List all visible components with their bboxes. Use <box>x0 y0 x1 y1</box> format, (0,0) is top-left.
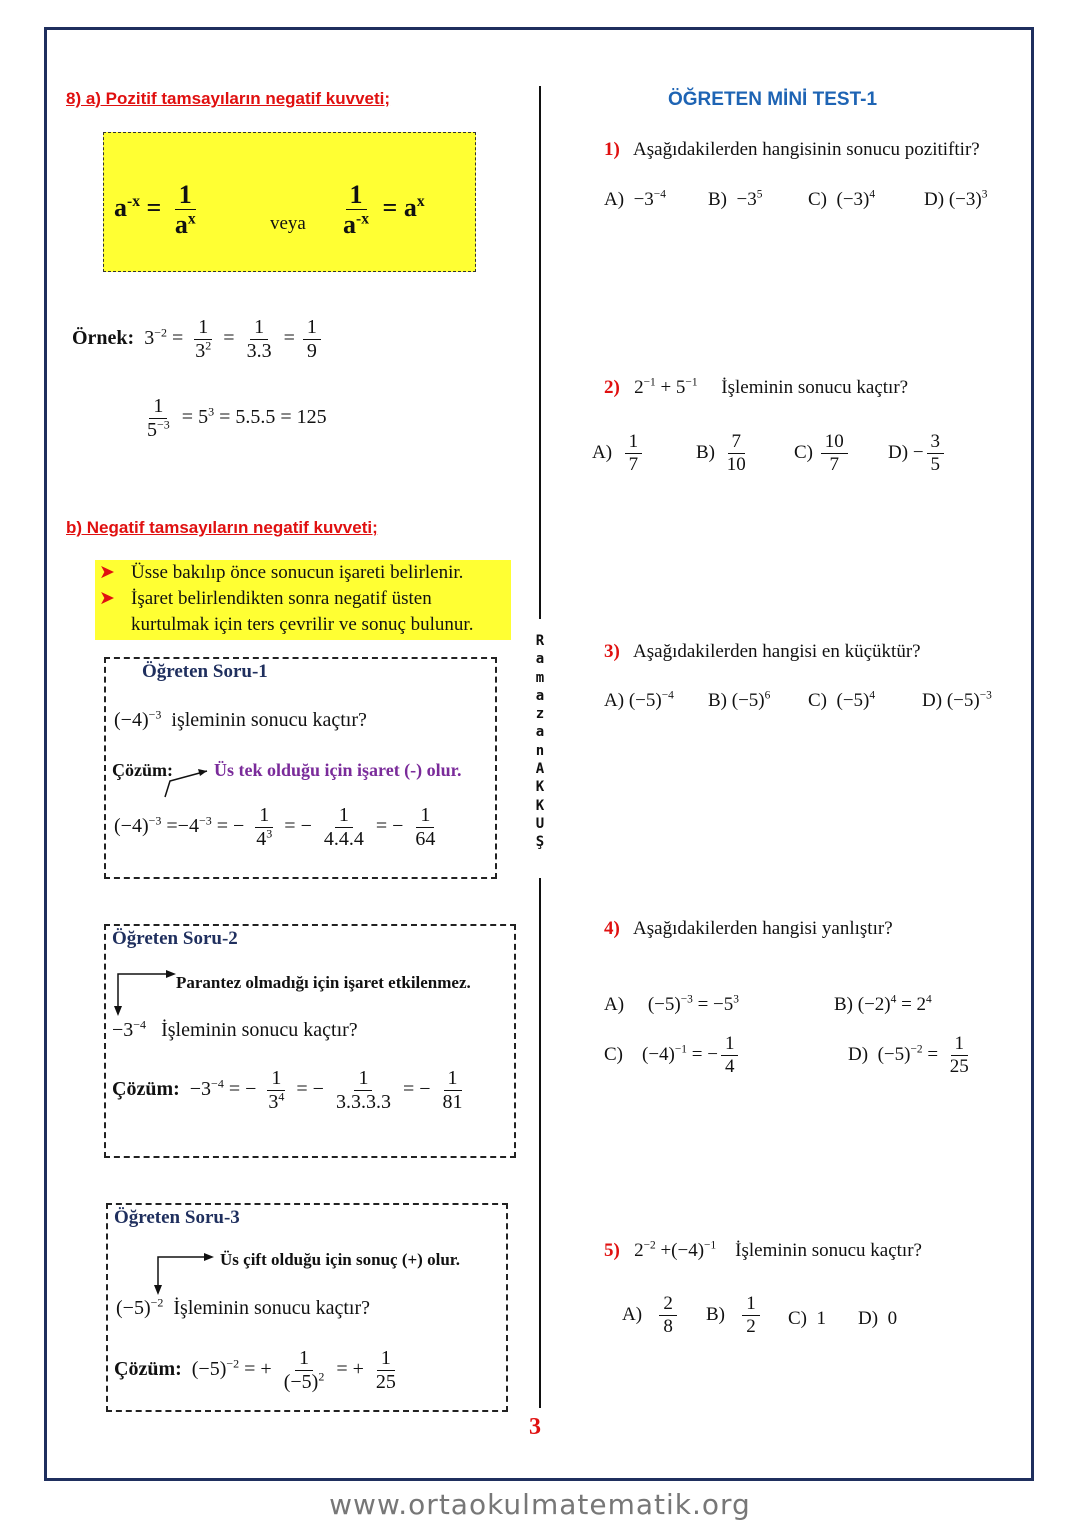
q2-text: İşleminin sonucu kaçtır? <box>721 377 909 398</box>
soru-1-s2-base: =−4 <box>166 815 199 838</box>
q5-number: 5) <box>604 1240 620 1261</box>
soru-3-box <box>106 1203 508 1412</box>
bullet-1: Üsse bakılıp önce sonucun işareti belirlenir. <box>131 562 464 583</box>
q1-option-b[interactable]: $B) -3^5$ <box>708 188 763 210</box>
ex1-exp: −2 <box>154 325 167 340</box>
soru-3-question <box>116 1297 370 1320</box>
author-letter: A <box>535 761 545 778</box>
q5-plus: + <box>660 1240 672 1261</box>
soru-2-note: Parantez olmadığı için işaret etkilenmez. <box>176 973 471 992</box>
ex2-mid-base: 5 <box>198 406 209 429</box>
author-letter: Ş <box>535 834 545 851</box>
soru-3-s-base: (−5) <box>191 1358 227 1381</box>
rule-right: $\frac{1}{a^{-x}}$ = $a^x$ <box>336 181 425 239</box>
soru-2-base: −3 <box>112 1019 134 1041</box>
q3-text: Aşağıdakilerden hangisi en küçüktür? <box>633 641 921 662</box>
soru-2-arrow-icon <box>114 970 184 1016</box>
q4-option-a[interactable]: A) $(-5)^{-3} = -5^3$ <box>604 993 739 1015</box>
soru-3-note: Üs çift olduğu için sonuç (+) olur. <box>220 1250 461 1269</box>
rule-r-rhs-exp: x <box>416 193 425 211</box>
rule-frac-den-exp: x <box>187 210 196 228</box>
soru-1-f1-den-base: 4 <box>256 828 267 850</box>
rule-r-frac-den-base: a <box>343 210 356 240</box>
rule-lhs-base: a <box>114 192 127 222</box>
author-letter: K <box>535 779 545 796</box>
q3-number: 3) <box>604 641 620 662</box>
q4 <box>604 918 893 940</box>
q3-option-c[interactable]: C) $(-5)^4$ <box>808 689 876 711</box>
soru-1-box <box>104 657 497 879</box>
q1-text: Aşağıdakilerden hangisinin sonucu pozitiftir? <box>633 139 980 160</box>
soru-1-f2-den: 4.4.4 <box>323 828 364 850</box>
soru-2-s-exp: −4 <box>211 1076 224 1091</box>
soru-3-f2-num: 1 <box>377 1348 395 1371</box>
q5-b1: 2 <box>634 1240 644 1261</box>
author-letter: n <box>535 742 545 759</box>
rule-veya: veya <box>270 213 306 234</box>
q2-b2: 5 <box>675 377 686 398</box>
soru-2-question <box>112 1019 358 1042</box>
soru-2-f1-den-exp: 4 <box>278 1089 285 1104</box>
rule-frac-den-base: a <box>174 210 188 240</box>
q2-number: 2) <box>604 377 620 398</box>
soru-1-base: (−4) <box>114 709 149 731</box>
bullet-box <box>95 560 511 640</box>
soru-1-s-exp: −3 <box>148 813 162 828</box>
soru-3-base: (−5) <box>116 1297 151 1319</box>
q3-option-a[interactable]: A) $(-5)^{-4}$ <box>604 689 674 711</box>
soru-2-f3-den: 81 <box>442 1091 463 1113</box>
bullet-2: İşaret belirlendikten sonra negatif üsten kurtulmak için ters çevrilir ve sonuç bulunur. <box>131 588 474 635</box>
footer-url[interactable]: www.ortaokulmatematik.org <box>329 1488 751 1521</box>
soru-3-cozum: Çözüm: <box>114 1358 182 1381</box>
rule-box <box>103 132 476 272</box>
soru-2-text: İşleminin sonucu kaçtır? <box>161 1019 358 1041</box>
ex2-num: 1 <box>149 396 167 419</box>
soru-2-f3-num: 1 <box>444 1068 462 1091</box>
bullet-arrow-icon: ➤ <box>99 588 115 609</box>
q2-b1: 2 <box>634 377 644 398</box>
author-letter: U <box>535 815 545 832</box>
test-title: ÖĞRETEN MİNİ TEST-1 <box>668 89 878 110</box>
rule-r-frac <box>339 181 373 239</box>
rule-r-frac-den-exp: -x <box>356 210 369 228</box>
soru-3-title: Öğreten Soru-3 <box>114 1207 240 1228</box>
rule-frac-num: 1 <box>175 181 196 210</box>
q5-option-b[interactable]: B) $\frac{1}{2}$ <box>706 1294 763 1337</box>
ex1-f2-num: 1 <box>250 317 268 340</box>
soru-3-exp: −2 <box>150 1295 164 1310</box>
q4-text: Aşağıdakilerden hangisi yanlıştır? <box>633 918 893 939</box>
soru-1-f3-num: 1 <box>416 805 434 828</box>
rule-r-frac-num: 1 <box>346 181 367 210</box>
soru-1-question <box>114 709 367 732</box>
q2-plus: + <box>660 377 672 398</box>
soru-2-f2-num: 1 <box>354 1068 372 1091</box>
section-b-title: b) Negatif tamsayıların negatif kuvveti; <box>66 518 378 537</box>
author-letter: z <box>535 706 545 723</box>
ex2-mid-exp: 3 <box>208 404 215 419</box>
rule-eq: = <box>146 192 162 222</box>
soru-1-f1-num: 1 <box>255 805 273 828</box>
q3-option-d[interactable]: D) $(-5)^{-3}$ <box>922 689 992 711</box>
q1-option-d[interactable]: D) $(-3)^3$ <box>924 188 988 210</box>
author-letter: a <box>535 724 545 741</box>
q5-option-d[interactable]: D) 0 <box>858 1308 898 1329</box>
soru-1-arrow-icon <box>162 769 222 809</box>
soru-1-text: işleminin sonucu kaçtır? <box>171 709 367 731</box>
soru-1-solution: $(-4)^{-3} =-4^{-3}$ = − $\frac{1}{4^3}$ = − $\frac{1}{4.4.4}$ = − $\frac{1}{64}$ <box>114 805 442 850</box>
q5-option-c[interactable]: C) 1 <box>788 1308 826 1329</box>
q5-b2: (−4) <box>671 1240 705 1261</box>
soru-2-solution: Çözüm: $-3^{-4}$ = − $\frac{1}{3^4}$ = − $\frac{1}{3.3.3.3}$ = − $\frac{1}{81}$ <box>112 1068 470 1113</box>
author-letter: K <box>535 797 545 814</box>
soru-3-arrow-icon <box>152 1253 222 1299</box>
q5-e1: −2 <box>643 1239 656 1252</box>
ex1-f1-den-base: 3 <box>195 340 206 362</box>
q1 <box>604 139 980 161</box>
soru-1-s-base: (−4) <box>114 815 149 838</box>
ex1-f1-den-exp: 2 <box>205 338 212 353</box>
q2 <box>604 377 908 399</box>
ex1-f3-den: 9 <box>306 340 317 362</box>
example-2: $\frac{1}{5^{-3}}$ = $5^3 = 5.5.5 = 125$ <box>147 395 327 441</box>
q4-option-d[interactable]: D) $(-5)^{-2}$ = $\frac{1}{25}$ <box>848 1033 969 1077</box>
q2-e2: −1 <box>685 376 698 389</box>
q3 <box>604 641 921 663</box>
soru-3-s-exp: −2 <box>226 1356 240 1371</box>
q2-option-d[interactable]: D) − $\frac{3}{5}$ <box>888 432 947 475</box>
soru-1-title: Öğreten Soru-1 <box>142 661 268 682</box>
ex1-f1-num: 1 <box>194 317 212 340</box>
bullet-arrow-icon: ➤ <box>99 562 115 583</box>
q3-option-b[interactable]: B) $(-5)^6$ <box>708 689 771 711</box>
q4-option-b[interactable]: B) $(-2)^4 = 2^4$ <box>834 993 932 1015</box>
author-letter: a <box>535 687 545 704</box>
soru-3-f1-num: 1 <box>295 1348 313 1371</box>
ex1-base: 3 <box>144 327 155 350</box>
soru-3-f1-den-base: (−5) <box>283 1371 319 1393</box>
soru-1-note: Üs tek olduğu için işaret (-) olur. <box>214 760 462 780</box>
divider-top <box>539 86 541 619</box>
example-label: Örnek: <box>72 327 135 350</box>
soru-3-f1-den-exp: 2 <box>318 1369 325 1384</box>
q2-option-c[interactable]: C) $\frac{10}{7}$ <box>794 432 851 475</box>
rule-lhs-exp: -x <box>127 193 140 211</box>
soru-1-cozum: Çözüm: <box>112 760 173 780</box>
soru-2-f1-den-base: 3 <box>268 1091 279 1113</box>
page-number: 3 <box>529 1414 541 1440</box>
ex2-tail: = 5.5.5 = 125 <box>219 406 327 429</box>
soru-2-exp: −4 <box>133 1017 147 1032</box>
author-letter: R <box>535 633 545 649</box>
q4-number: 4) <box>604 918 620 939</box>
q1-number: 1) <box>604 139 620 160</box>
q5-e2: −1 <box>704 1239 717 1252</box>
soru-3-text: İşleminin sonucu kaçtır? <box>173 1297 371 1319</box>
soru-2-title: Öğreten Soru-2 <box>112 928 238 949</box>
soru-1-exp: −3 <box>148 707 162 722</box>
q2-option-b[interactable]: B) $\frac{7}{10}$ <box>696 431 746 475</box>
soru-2-f2-den: 3.3.3.3 <box>335 1091 391 1113</box>
soru-1-f1-den-exp: 3 <box>266 826 273 841</box>
section-a-title: 8) a) Pozitif tamsayıların negatif kuvveti; <box>66 89 391 108</box>
ex1-f2-den: 3.3 <box>246 340 272 362</box>
rule-frac <box>171 181 200 239</box>
q5 <box>604 1240 922 1262</box>
soru-1-f3-den: 64 <box>415 828 436 850</box>
q2-option-a[interactable]: A) $\frac{1}{7}$ <box>592 432 645 475</box>
q5-option-a[interactable]: A) $\frac{2}{8}$ <box>622 1294 680 1337</box>
q4-option-c[interactable]: C) $(-4)^{-1}$ = − $\frac{1}{4}$ <box>604 1034 741 1077</box>
q1-option-c[interactable]: C) $(-3)^4$ <box>808 188 876 210</box>
soru-2-box <box>104 924 516 1158</box>
soru-2-s-base: −3 <box>189 1078 212 1101</box>
author-letter: m <box>535 669 545 686</box>
divider-bottom <box>539 878 541 1408</box>
ex2-den-base: 5 <box>147 419 157 441</box>
author-name <box>532 632 548 852</box>
soru-3-solution: Çözüm: $(-5)^{-2}$ = + $\frac{1}{(-5)^2}$ = + $\frac{1}{25}$ <box>114 1348 403 1393</box>
q1-option-a[interactable]: $A) -3^{-4}$ <box>604 188 666 210</box>
example-1: Örnek: $3^{-2}$ = $\frac{1}{3^2}$ = $\frac{1}{3.3}$ = $\frac{1}{9}$ <box>72 317 324 362</box>
soru-2-cozum: Çözüm: <box>112 1078 180 1101</box>
soru-2-f1-num: 1 <box>267 1068 285 1091</box>
ex1-f3-num: 1 <box>303 317 321 340</box>
soru-1-s2-exp: −3 <box>198 813 212 828</box>
rule-r-rhs-base: a <box>403 192 417 222</box>
q5-text: İşleminin sonucu kaçtır? <box>735 1240 922 1261</box>
ex2-den-exp: −3 <box>157 417 170 432</box>
rule-left <box>114 181 203 239</box>
author-letter: a <box>535 651 545 668</box>
q2-e1: −1 <box>643 376 656 389</box>
soru-1-f2-num: 1 <box>335 805 353 828</box>
soru-3-f2-den: 25 <box>375 1371 396 1393</box>
